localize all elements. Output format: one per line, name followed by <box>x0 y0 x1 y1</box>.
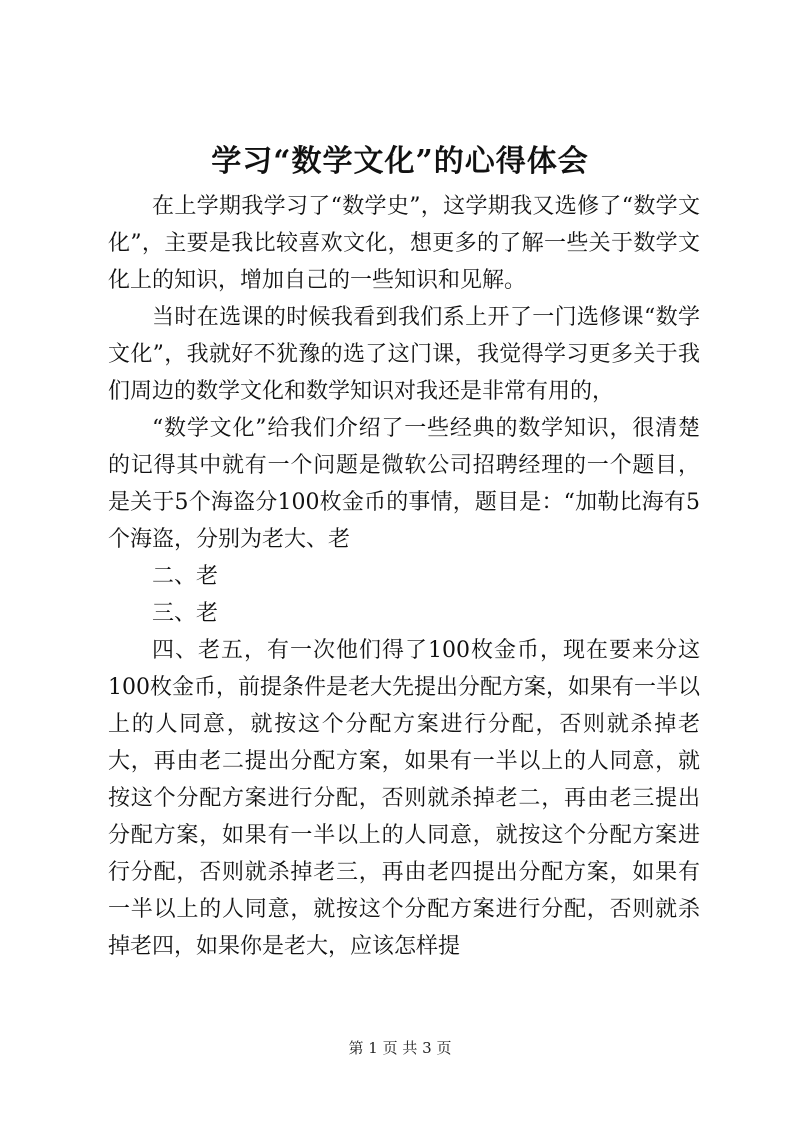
paragraph: 二、老 <box>152 564 219 589</box>
paragraph: 当时在选课的时候我看到我们系上开了一门选修课“数学文化”，我就好不犹豫的选了这门课，我觉得学习更多关于我们周边的数学文化和数学知识对我还是非常有用的， <box>108 305 700 404</box>
paragraph: 在上学期我学习了“数学史”，这学期我又选修了“数学文化”，主要是我比较喜欢文化，想更多的了解一些关于数学文化上的知识，增加自己的一些知识和见解。 <box>108 194 700 293</box>
page-footer: 第 1 页 共 3 页 <box>348 1039 452 1057</box>
document-title: 学习“数学文化”的心得体会 <box>211 144 589 179</box>
paragraph: 三、老 <box>152 601 219 626</box>
paragraph: “数学文化”给我们介绍了一些经典的数学知识，很清楚的记得其中就有一个问题是微软公司招聘经理的一个题目，是关于5个海盗分100枚金币的事情，题目是：“加勒比海有5个海盗，分别为老大、老 <box>108 416 700 552</box>
paragraph: 四、老五，有一次他们得了100枚金币，现在要来分这100枚金币，前提条件是老大先提出分配方案，如果有一半以上的人同意，就按这个分配方案进行分配，否则就杀掉老大，再由老二提出分配方案，如果有一半以上的人同意，就按这个分配方案进行分配，否则就杀掉老二，再由老三提出分配方案，如果有一半以上的人同意，就按这个分配方案进行分配，否则就杀掉老三，再由老四提出分配方案，如果有一半以上的人同意，就按这个分配方案进行分配，否则就杀掉老四，如果你是老大，应该怎样提 <box>108 638 700 959</box>
document-body <box>108 188 700 965</box>
